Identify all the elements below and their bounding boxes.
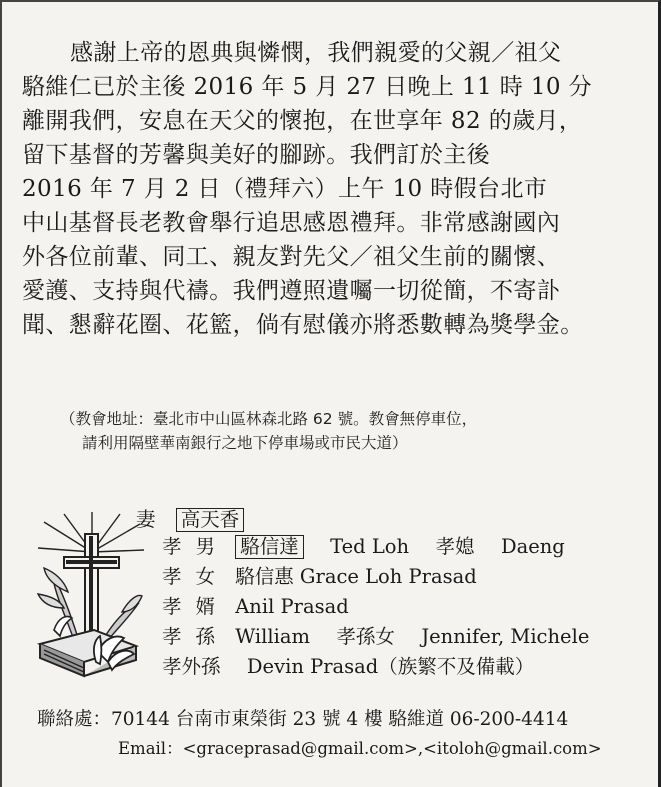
note-line: （教會地址：臺北市中山區林森北路 62 號。教會無停車位， <box>60 410 478 428</box>
note-line: 請利用隔壁華南銀行之地下停車場或市民大道） <box>82 434 408 452</box>
relation-label: 孝婿 <box>162 595 230 618</box>
family-row-grandson <box>162 624 589 650</box>
family-row-daughter <box>162 564 477 590</box>
church-address-note <box>60 407 650 455</box>
son-in-law-name: Anil Prasad <box>235 595 349 618</box>
contact-email: Email：<graceprasad@gmail.com>,<itoloh@gmail.com> <box>118 739 602 758</box>
notice-line: 中山基督長老教會舉行追思感恩禮拜。非常感謝國內 <box>22 210 561 236</box>
relation-label: 孝女 <box>162 565 230 588</box>
family-row-son <box>162 534 565 560</box>
spouse-relation: 孝媳 <box>435 535 475 558</box>
family-row-wife <box>136 507 244 533</box>
notice-line: 留下基督的芳馨與美好的腳跡。我們訂於主後 <box>22 142 490 168</box>
relation-label: 孝男 <box>162 535 230 558</box>
notice-line: 愛護、支持與代禱。我們遵照遺囑一切從簡，不寄訃 <box>22 278 561 304</box>
son-english-name: Ted Loh <box>330 535 410 558</box>
notice-line: 2016 年 7 月 2 日（禮拜六）上午 10 時假台北市 <box>22 176 548 202</box>
wife-name: 高天香 <box>176 508 245 532</box>
son-name: 駱信達 <box>235 535 304 559</box>
contact-address: 聯絡處：70144 台南市東榮街 23 號 4 樓 駱維道 06-200-4414 <box>37 709 569 730</box>
notice-line: 聞、懇辭花圈、花籃，倘有慰儀亦將悉數轉為獎學金。 <box>22 312 584 338</box>
outer-grandson-name: Devin Prasad（族繁不及備載） <box>246 655 535 678</box>
family-row-son-in-law <box>162 594 349 620</box>
family-row-outer-grandson <box>162 654 534 680</box>
notice-line: 駱維仁已於主後 2016 年 5 月 27 日晚上 11 時 10 分 <box>22 74 593 100</box>
relation-label: 孝孫 <box>162 625 230 648</box>
notice-body <box>22 36 642 342</box>
notice-line: 離開我們，安息在天父的懷抱，在世享年 82 的歲月， <box>22 108 583 134</box>
notice-line: 外各位前輩、同工、親友對先父／祖父生前的關懷、 <box>22 244 561 270</box>
spouse-name: Daeng <box>500 535 565 558</box>
daughter-name: 駱信惠 Grace Loh Prasad <box>235 565 477 588</box>
relation-label: 孝外孫 <box>162 655 221 678</box>
cross-lily-bible-icon <box>34 512 144 687</box>
granddaughter-relation: 孝孫女 <box>336 625 395 648</box>
grandson-name: William <box>235 625 310 648</box>
relation-label: 妻 <box>136 508 156 531</box>
granddaughter-names: Jennifer, Michele <box>421 625 590 648</box>
notice-line: 感謝上帝的恩典與憐憫，我們親愛的父親／祖父 <box>70 40 562 66</box>
